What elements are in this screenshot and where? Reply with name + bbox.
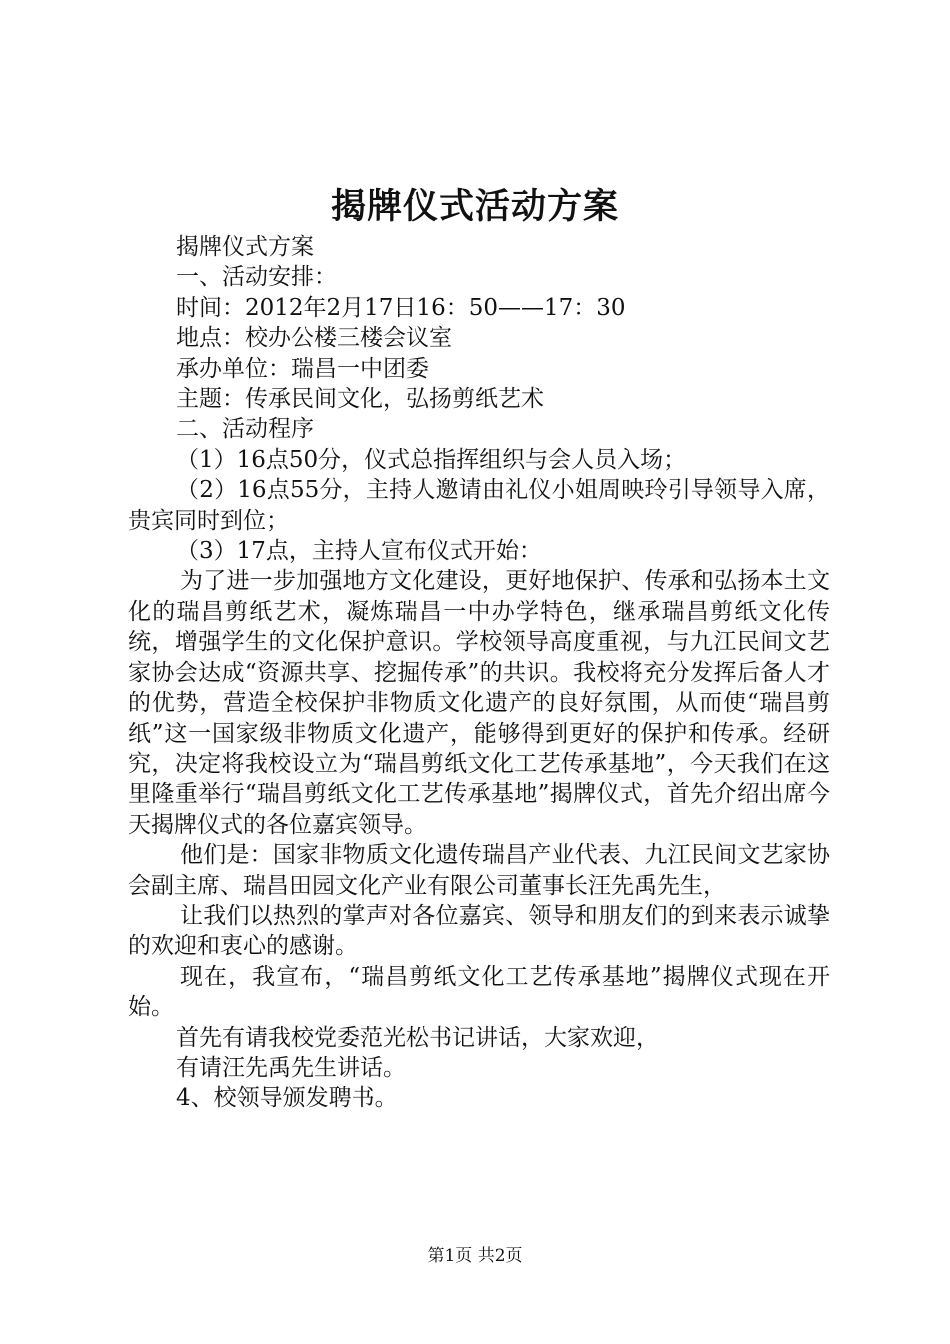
body-paragraph: 主题：传承民间文化，弘扬剪纸艺术	[176, 386, 544, 413]
body-paragraph: 地点：校办公楼三楼会议室	[176, 325, 452, 352]
body-paragraph: 为了进一步加强地方文化建设，更好地保护、传承和弘扬本土文化的瑞昌剪纸艺术，凝炼瑞昌一中办学特色，继承瑞昌剪纸文化传统，增强学生的文化保护意识。学校领导高度重视，与九江民间文艺家协会达成“资源共享、挖掘传承”的共识。我校将充分发挥后备人才的优势，营造全校保护非物质文化遗产的良好氛围，从而使“瑞昌剪纸”这一国家级非物质文化遗产，能够得到更好的保护和传承。经研究，决定将我校设立为“瑞昌剪纸文化工艺传承基地”，今天我们在这里隆重举行“瑞昌剪纸文化工艺传承基地”揭牌仪式，首先介绍出席今天揭牌仪式的各位嘉宾领导。	[128, 568, 830, 838]
document-body	[128, 232, 830, 1114]
body-paragraph: 他们是：国家非物质文化遗传瑞昌产业代表、九江民间文艺家协会副主席、瑞昌田园文化产业有限公司董事长汪先禹先生，	[128, 842, 830, 899]
page-indicator: 第1页 共2页	[427, 1246, 523, 1266]
body-paragraph: 让我们以热烈的掌声对各位嘉宾、领导和朋友们的到来表示诚挚的欢迎和衷心的感谢。	[128, 902, 830, 960]
body-paragraph: （2）16点55分，主持人邀请由礼仪小姐周映玲引导领导入席，贵宾同时到位；	[128, 477, 830, 534]
body-paragraph: 有请汪先禹先生讲话。	[176, 1054, 406, 1081]
body-paragraph: （3）17点，主持人宣布仪式开始：	[176, 538, 542, 565]
body-paragraph: 二、活动程序	[176, 416, 314, 443]
body-paragraph: 首先有请我校党委范光松书记讲话，大家欢迎，	[176, 1024, 659, 1051]
body-paragraph: 4、校领导颁发聘书。	[176, 1085, 398, 1112]
body-paragraph: 承办单位：瑞昌一中团委	[176, 355, 429, 382]
body-paragraph: 揭牌仪式方案	[176, 234, 314, 260]
body-paragraph: 现在，我宣布，“瑞昌剪纸文化工艺传承基地”揭牌仪式现在开始。	[128, 963, 830, 1021]
body-paragraph: （1）16点50分，仪式总指挥组织与会人员入场；	[176, 446, 687, 473]
body-paragraph: 时间：2012年2月17日16：50——17：30	[176, 294, 626, 321]
body-paragraph: 一、活动安排：	[176, 264, 337, 291]
document-title: 揭牌仪式活动方案	[330, 186, 619, 227]
